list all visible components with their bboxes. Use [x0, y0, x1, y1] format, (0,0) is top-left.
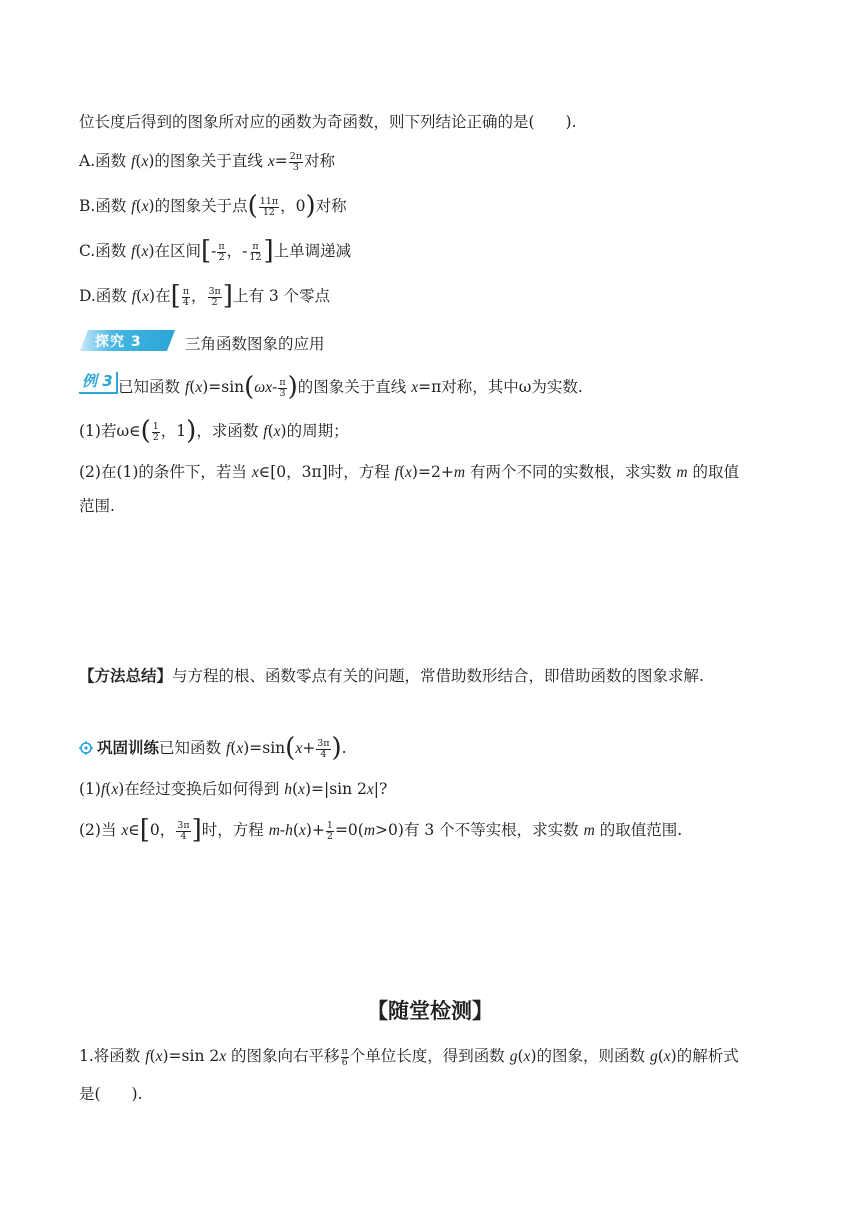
section-title: 三角函数图象的应用	[185, 335, 325, 353]
fraction: $\frac{3\pi}{4}$	[317, 737, 330, 760]
example-3-stem: 已知函数 f(x)=sin(ωx- $\frac{\pi}{3}$ )的图象关于直线 x=π对称，其中ω为实数.	[118, 372, 583, 402]
option-b: B.函数 f(x)的图象关于点( $\frac{11\pi}{12}$ ，0)对称	[79, 191, 347, 221]
section-heading: 【随堂检测】	[367, 999, 493, 1023]
option-c: C.函数 f(x)在区间[- $\frac{\pi}{2}$ ，- $\frac{\pi}{12}$ ]上单调递减	[79, 236, 352, 266]
check-q1: 1.将函数 f(x)=sin 2x 的图象向右平移 $\frac{\pi}{6}$ 个单位长度，得到函数 g(x)的图象，则函数 g(x)的解析式	[79, 1045, 739, 1068]
fraction: $\frac{\pi}{3}$	[279, 376, 286, 399]
fraction: $\frac{\pi}{2}$	[218, 240, 225, 263]
fraction: $\frac{3\pi}{2}$	[208, 285, 221, 308]
example-3-q1: (1)若ω∈( $\frac{1}{2}$ ，1)，求函数 f(x)的周期；	[79, 416, 349, 446]
fraction: $\frac{2\pi}{3}$	[289, 150, 303, 173]
section-badge-label: 探究 3	[95, 334, 142, 350]
fraction: $\frac{3\pi}{4}$	[177, 819, 190, 842]
check-q1-cont: 是( ).	[79, 1085, 143, 1103]
fraction: $\frac{1}{2}$	[152, 420, 159, 443]
practice-q2: (2)当 x∈[0， $\frac{3\pi}{4}$ ]时，方程 m-h(x)+ $\frac{1}{2}$ =0(m>0)有 3 个不等实根，求实数 m 的取值范围.	[79, 815, 683, 845]
example-3-q2-cont: 范围.	[79, 497, 115, 515]
target-icon	[79, 739, 93, 761]
fraction: $\frac{11\pi}{12}$	[259, 195, 279, 218]
option-a: A.函数 f(x)的图象关于直线 x= $\frac{2\pi}{3}$ 对称	[79, 150, 336, 173]
fraction: $\frac{1}{2}$	[326, 819, 333, 842]
practice-stem: 巩固训练已知函数 f(x)=sin(x+ $\frac{3\pi}{4}$ ).	[79, 737, 347, 761]
example-label: 例 3	[79, 372, 118, 394]
option-d: D.函数 f(x)在[ $\frac{\pi}{4}$ ， $\frac{3\pi}{2}$ ]上有 3 个零点	[79, 281, 331, 311]
practice-q1: (1)f(x)在经过变换后如何得到 h(x)=|sin 2x|?	[79, 780, 388, 798]
fraction: $\frac{\pi}{12}$	[249, 240, 262, 263]
fraction: $\frac{\pi}{6}$	[341, 1045, 348, 1068]
example-3-q2: (2)在(1)的条件下，若当 x∈[0，3π]时，方程 f(x)=2+m 有两个不同的实数根，求实数 m 的取值	[79, 463, 740, 481]
fraction: $\frac{\pi}{4}$	[182, 285, 189, 308]
question-stem-tail: 位长度后得到的图象所对应的函数为奇函数，则下列结论正确的是( ).	[79, 113, 577, 131]
method-summary: 【方法总结】与方程的根、函数零点有关的问题，常借助数形结合，即借助函数的图象求解.	[79, 667, 704, 685]
